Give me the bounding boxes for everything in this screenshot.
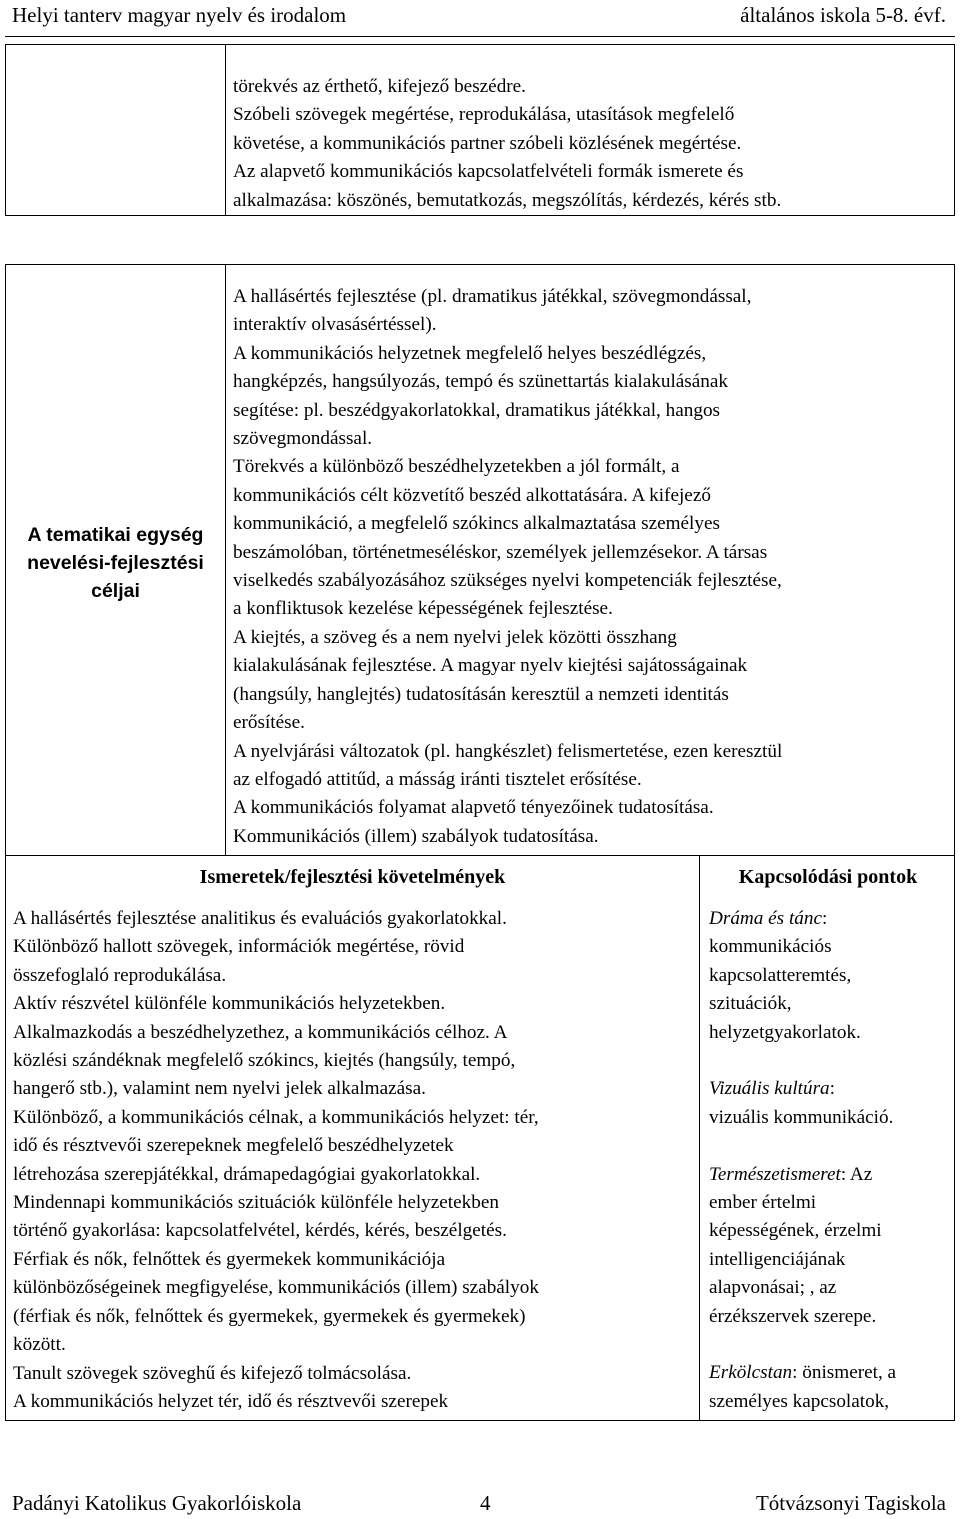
connection-first-line [709,1161,953,1189]
goals-line: viselkedés szabályozásához szükséges nyelvi kompetenciák fejlesztése, [233,570,782,592]
intro-text [233,73,943,215]
connection-first-rest: önismeret, a [797,1362,897,1384]
connection-subject: Erkölcstan [709,1362,793,1384]
requirements-header: Ismeretek/fejlesztési követelmények [199,866,506,888]
connections-header: Kapcsolódási pontok [738,866,918,888]
goals-line: A nyelvjárási változatok (pl. hangkészlet) felismertetése, ezen keresztül [233,740,783,762]
page-number: 4 [480,1491,491,1515]
connection-line: kapcsolatteremtés, [709,964,852,986]
connection-separator: : [821,908,828,929]
connection-line: ember értelmi [709,1192,817,1214]
goals-line: szövegmondással. [233,428,373,450]
connection-line: személyes kapcsolatok, [709,1390,890,1412]
goals-label-line: céljai [91,580,140,602]
connection-first-line [709,1359,953,1387]
connection-natural-science [709,1161,953,1331]
goals-line: A kiejtés, a szöveg és a nem nyelvi jelek közötti összhang [233,626,677,648]
connection-line: alapvonásai; , az [709,1277,837,1299]
requirements-column-divider [699,855,700,1420]
requirements-line: Különböző hallott szövegek, információk megértése, rövid [13,936,465,958]
goals-line: beszámolóban, történetmeséléskor, személyek jellemzésekor. A társas [233,541,768,563]
requirements-line: Különböző, a kommunikációs célnak, a kommunikációs helyzet: tér, [13,1106,539,1128]
connection-separator: : [840,1163,847,1185]
connection-separator: : [829,1078,835,1100]
intro-line: követése, a kommunikációs partner szóbeli közlésének megértése. [233,132,742,154]
requirements-line: összefoglaló reprodukálása. [13,964,227,986]
goals-text [233,283,949,851]
connection-line: helyzetgyakorlatok. [709,1021,861,1043]
goals-line: A kommunikációs folyamat alapvető tényezőinek tudatosítása. [233,797,714,819]
goals-line: Kommunikációs (illem) szabályok tudatosítása. [233,825,599,847]
connection-drama [709,905,953,1047]
connection-line: vizuális kommunikáció. [709,1106,894,1128]
requirements-line: különbözőségeinek megfigyelése, kommunikációs (illem) szabályok [13,1277,539,1299]
goals-line: erősítése. [233,712,305,734]
goals-line: (hangsúly, hanglejtés) tudatosításán keresztül a nemzeti identitás [233,683,729,705]
goals-line: A kommunikációs helyzetnek megfelelő helyes beszédlégzés, [233,342,707,364]
requirements-line: A hallásértés fejlesztése analitikus és evaluációs gyakorlatokkal. [13,908,507,929]
intro-line: Az alapvető kommunikációs kapcsolatfelvételi formák ismerete és [233,161,744,183]
connection-first-line [709,1075,953,1103]
goals-row-divider [6,855,954,856]
requirements-line: között. [13,1334,66,1356]
header-grade: általános iskola 5-8. évf. [740,3,946,27]
connection-line: intelligenciájának [709,1248,846,1270]
goals-column-divider [225,265,226,855]
requirements-text [13,905,697,1416]
connection-line: érzékszervek szerepe. [709,1305,877,1327]
page-header [12,0,946,40]
header-title: Helyi tanterv magyar nyelv és irodalom [12,3,347,27]
requirements-line: (férfiak és nők, felnőttek és gyermekek, gyermekek és gyermekek) [13,1305,526,1327]
goals-line: hangképzés, hangsúlyozás, tempó és szünettartás kialakulásának [233,371,728,393]
goals-line: kommunikációs célt közvetítő beszéd alkottatására. A kifejező [233,484,711,506]
footer-branch: Tótvázsonyi Tagiskola [755,1491,946,1515]
connection-first-rest: Az [846,1163,873,1185]
requirements-line: Tanult szövegek szöveghű és kifejező tolmácsolása. [13,1362,412,1384]
goals-line: interaktív olvasásértéssel). [233,314,437,336]
requirements-line: létrehozása szerepjátékkal, drámapedagógiai gyakorlatokkal. [13,1163,481,1185]
connection-line: képességének, érzelmi [709,1220,882,1242]
intro-line: Szóbeli szövegek megértése, reprodukálása, utasítások megfelelő [233,104,735,126]
requirements-line: történő gyakorlása: kapcsolatfelvétel, kérdés, kérés, beszélgetés. [13,1220,507,1242]
header-rule [5,36,955,37]
requirements-line: idő és résztvevői szerepeknek megfelelő beszédhelyzetek [13,1135,454,1157]
requirements-line: Aktív részvétel különféle kommunikációs helyzetekben. [13,993,446,1015]
unit-table [5,264,955,1421]
connection-subject: Dráma és tánc [709,908,822,929]
goals-line: Törekvés a különböző beszédhelyzetekben a jól formált, a [233,456,680,478]
requirements-line: hangerő stb.), valamint nem nyelvi jelek alkalmazása. [13,1078,426,1100]
connection-line: kommunikációs [709,936,832,958]
intro-line: alkalmazása: köszönés, bemutatkozás, megszólítás, kérdezés, kérés stb. [233,189,782,211]
goals-line: segítése: pl. beszédgyakorlatokkal, dramatikus játékkal, hangos [233,399,721,421]
goals-line: kialakulásának fejlesztése. A magyar nyelv kiejtési sajátosságainak [233,655,748,677]
goals-label [6,521,225,605]
connection-first-line [709,905,953,933]
requirements-line: A kommunikációs helyzet tér, idő és résztvevői szerepek [13,1390,449,1412]
goals-line: A hallásértés fejlesztése (pl. dramatikus játékkal, szövegmondással, [233,286,752,307]
connection-subject: Vizuális kultúra [709,1078,830,1100]
connection-visual-culture [709,1075,953,1132]
footer-school: Padányi Katolikus Gyakorlóiskola [12,1491,302,1515]
requirements-line: Alkalmazkodás a beszédhelyzethez, a kommunikációs célhoz. A [13,1021,508,1043]
intro-column-divider [225,45,226,215]
connection-separator: : [792,1362,798,1384]
requirements-line: közlési szándéknak megfelelő szókincs, kiejtés (hangsúly, tempó, [13,1050,516,1072]
connection-ethics [709,1359,953,1416]
connection-subject: Természetismeret [709,1163,841,1185]
goals-label-line: nevelési-fejlesztési [27,552,204,574]
requirements-line: Mindennapi kommunikációs szituációk különféle helyzetekben [13,1192,499,1214]
goals-line: az elfogadó attitűd, a másság iránti tisztelet erősítése. [233,768,642,790]
goals-line: kommunikáció, a megfelelő szókincs alkalmaztatása személyes [233,513,720,535]
intro-table [5,44,955,216]
goals-line: a konfliktusok kezelése képességének fejlesztése. [233,598,613,620]
connection-line: szituációk, [709,993,792,1015]
intro-line: törekvés az érthető, kifejező beszédre. [233,76,526,97]
goals-label-line: A tematikai egység [27,524,204,546]
requirements-line: Férfiak és nők, felnőttek és gyermekek kommunikációja [13,1248,446,1270]
connections-text [709,905,953,1416]
